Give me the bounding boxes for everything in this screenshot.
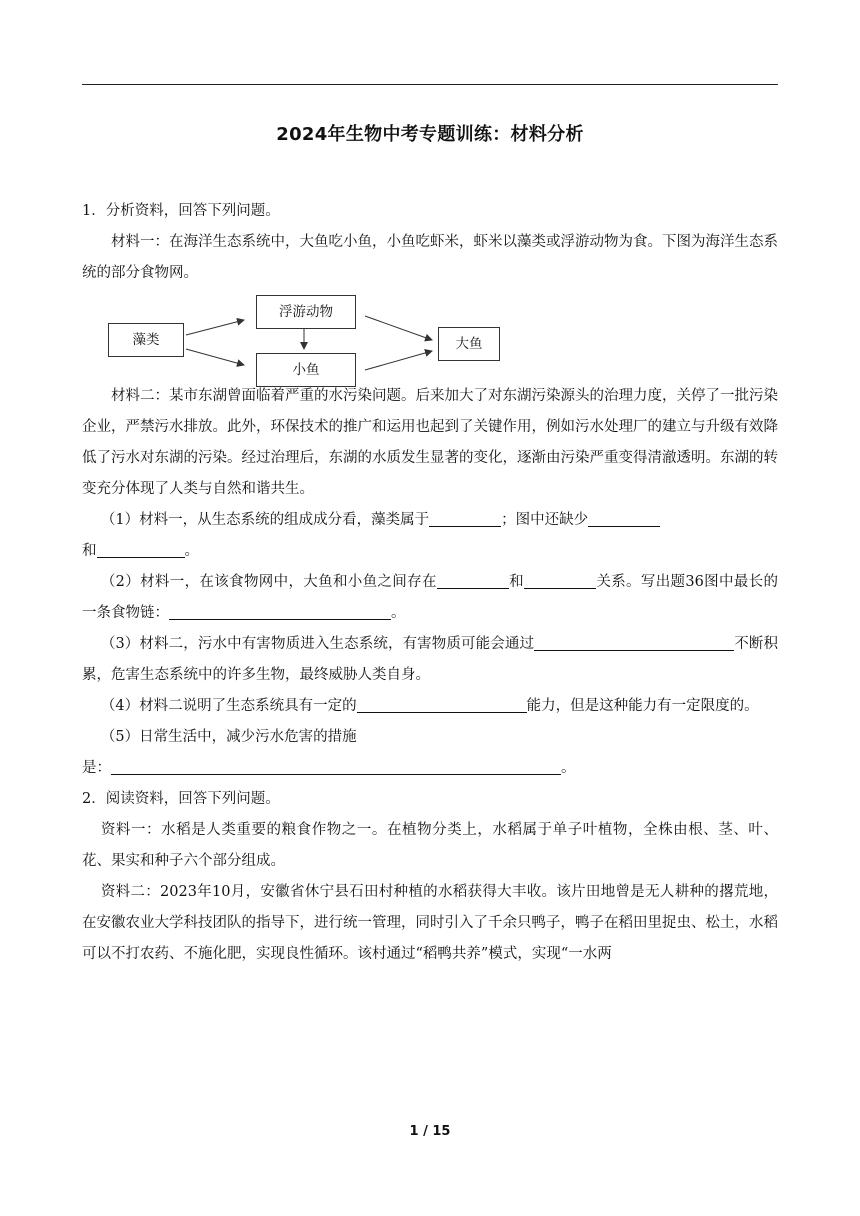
answer-blank[interactable]: [534, 633, 734, 651]
resource-2-text: 资料二：2023年10月，安徽省休宁县石田村种植的水稻获得大丰收。该片田地曾是无人耕种的撂荒地，在安徽农业大学科技团队的指导下，进行统一管理，同时引入了千余只鸭子，鸭子在稻田里捉虫、松土，水稻可以不打农药、不施化肥，实现良性循环。该村通过“稻鸭共养”模式，实现“一水两: [82, 884, 778, 962]
answer-blank[interactable]: [169, 602, 391, 620]
sub-question-5: （5）日常生活中，减少污水危害的措施: [100, 729, 357, 745]
material-1-text: 材料一：在海洋生态系统中，大鱼吃小鱼，小鱼吃虾米，虾米以藻类或浮游动物为食。下图为海洋生态系统的部分食物网。: [82, 234, 778, 281]
page-title: 2024年生物中考专题训练：材料分析: [276, 124, 584, 145]
page-number: 1 / 15: [409, 1124, 451, 1139]
node-plankton: 浮游动物: [256, 295, 356, 329]
answer-blank[interactable]: [437, 571, 509, 589]
node-small-fish: 小鱼: [256, 353, 356, 387]
sub-question-2: （2）材料一，在该食物网中，大鱼和小鱼之间存在 和 关系。写出题36图中最长的一条食物链： 。: [82, 567, 778, 629]
arrow-small-fish-to-big-fish: [365, 351, 432, 370]
sub-question-1: （1）材料一，从生态系统的组成成分看，藻类属于 ；图中还缺少: [82, 505, 778, 536]
food-web-diagram: [82, 295, 778, 378]
header-rule: [82, 84, 778, 85]
arrow-algae-to-plankton: [186, 320, 244, 335]
answer-blank[interactable]: [357, 695, 527, 713]
node-big-fish: 大鱼: [438, 327, 500, 361]
answer-blank[interactable]: [429, 509, 501, 527]
sub-question-5-cont: 是： 。: [82, 753, 778, 784]
answer-blank[interactable]: [588, 509, 660, 527]
document-body: [82, 196, 778, 970]
sub-question-1-cont: 和 。: [82, 536, 778, 567]
question-2-heading: 2．阅读资料，回答下列问题。: [82, 791, 280, 807]
material-2-text: 材料二：某市东湖曾面临着严重的水污染问题。后来加大了对东湖污染源头的治理力度，关停了一批污染企业，严禁污水排放。此外，环保技术的推广和运用也起到了关键作用，例如污水处理厂的建立与升级有效降低了污水对东湖的污染。经过治理后，东湖的水质发生显著的变化，逐渐由污染严重变得清澈透明。东湖的转变充分体现了人类与自然和谐共生。: [82, 388, 778, 497]
arrow-plankton-to-big-fish: [365, 316, 432, 340]
answer-blank[interactable]: [111, 757, 561, 775]
sub-question-4: （4）材料二说明了生态系统具有一定的 能力，但是这种能力有一定限度的。: [82, 691, 778, 722]
arrow-algae-to-small-fish: [186, 349, 244, 365]
answer-blank[interactable]: [524, 571, 596, 589]
question-1-heading: 1．分析资料，回答下列问题。: [82, 203, 280, 219]
answer-blank[interactable]: [97, 540, 185, 558]
sub-question-3: （3）材料二，污水中有害物质进入生态系统，有害物质可能会通过 不断积累，危害生态系统中的许多生物，最终威胁人类自身。: [82, 629, 778, 691]
resource-1-text: 资料一：水稻是人类重要的粮食作物之一。在植物分类上，水稻属于单子叶植物，全株由根、茎、叶、花、果实和种子六个部分组成。: [82, 822, 778, 869]
node-algae: 藻类: [108, 323, 184, 357]
